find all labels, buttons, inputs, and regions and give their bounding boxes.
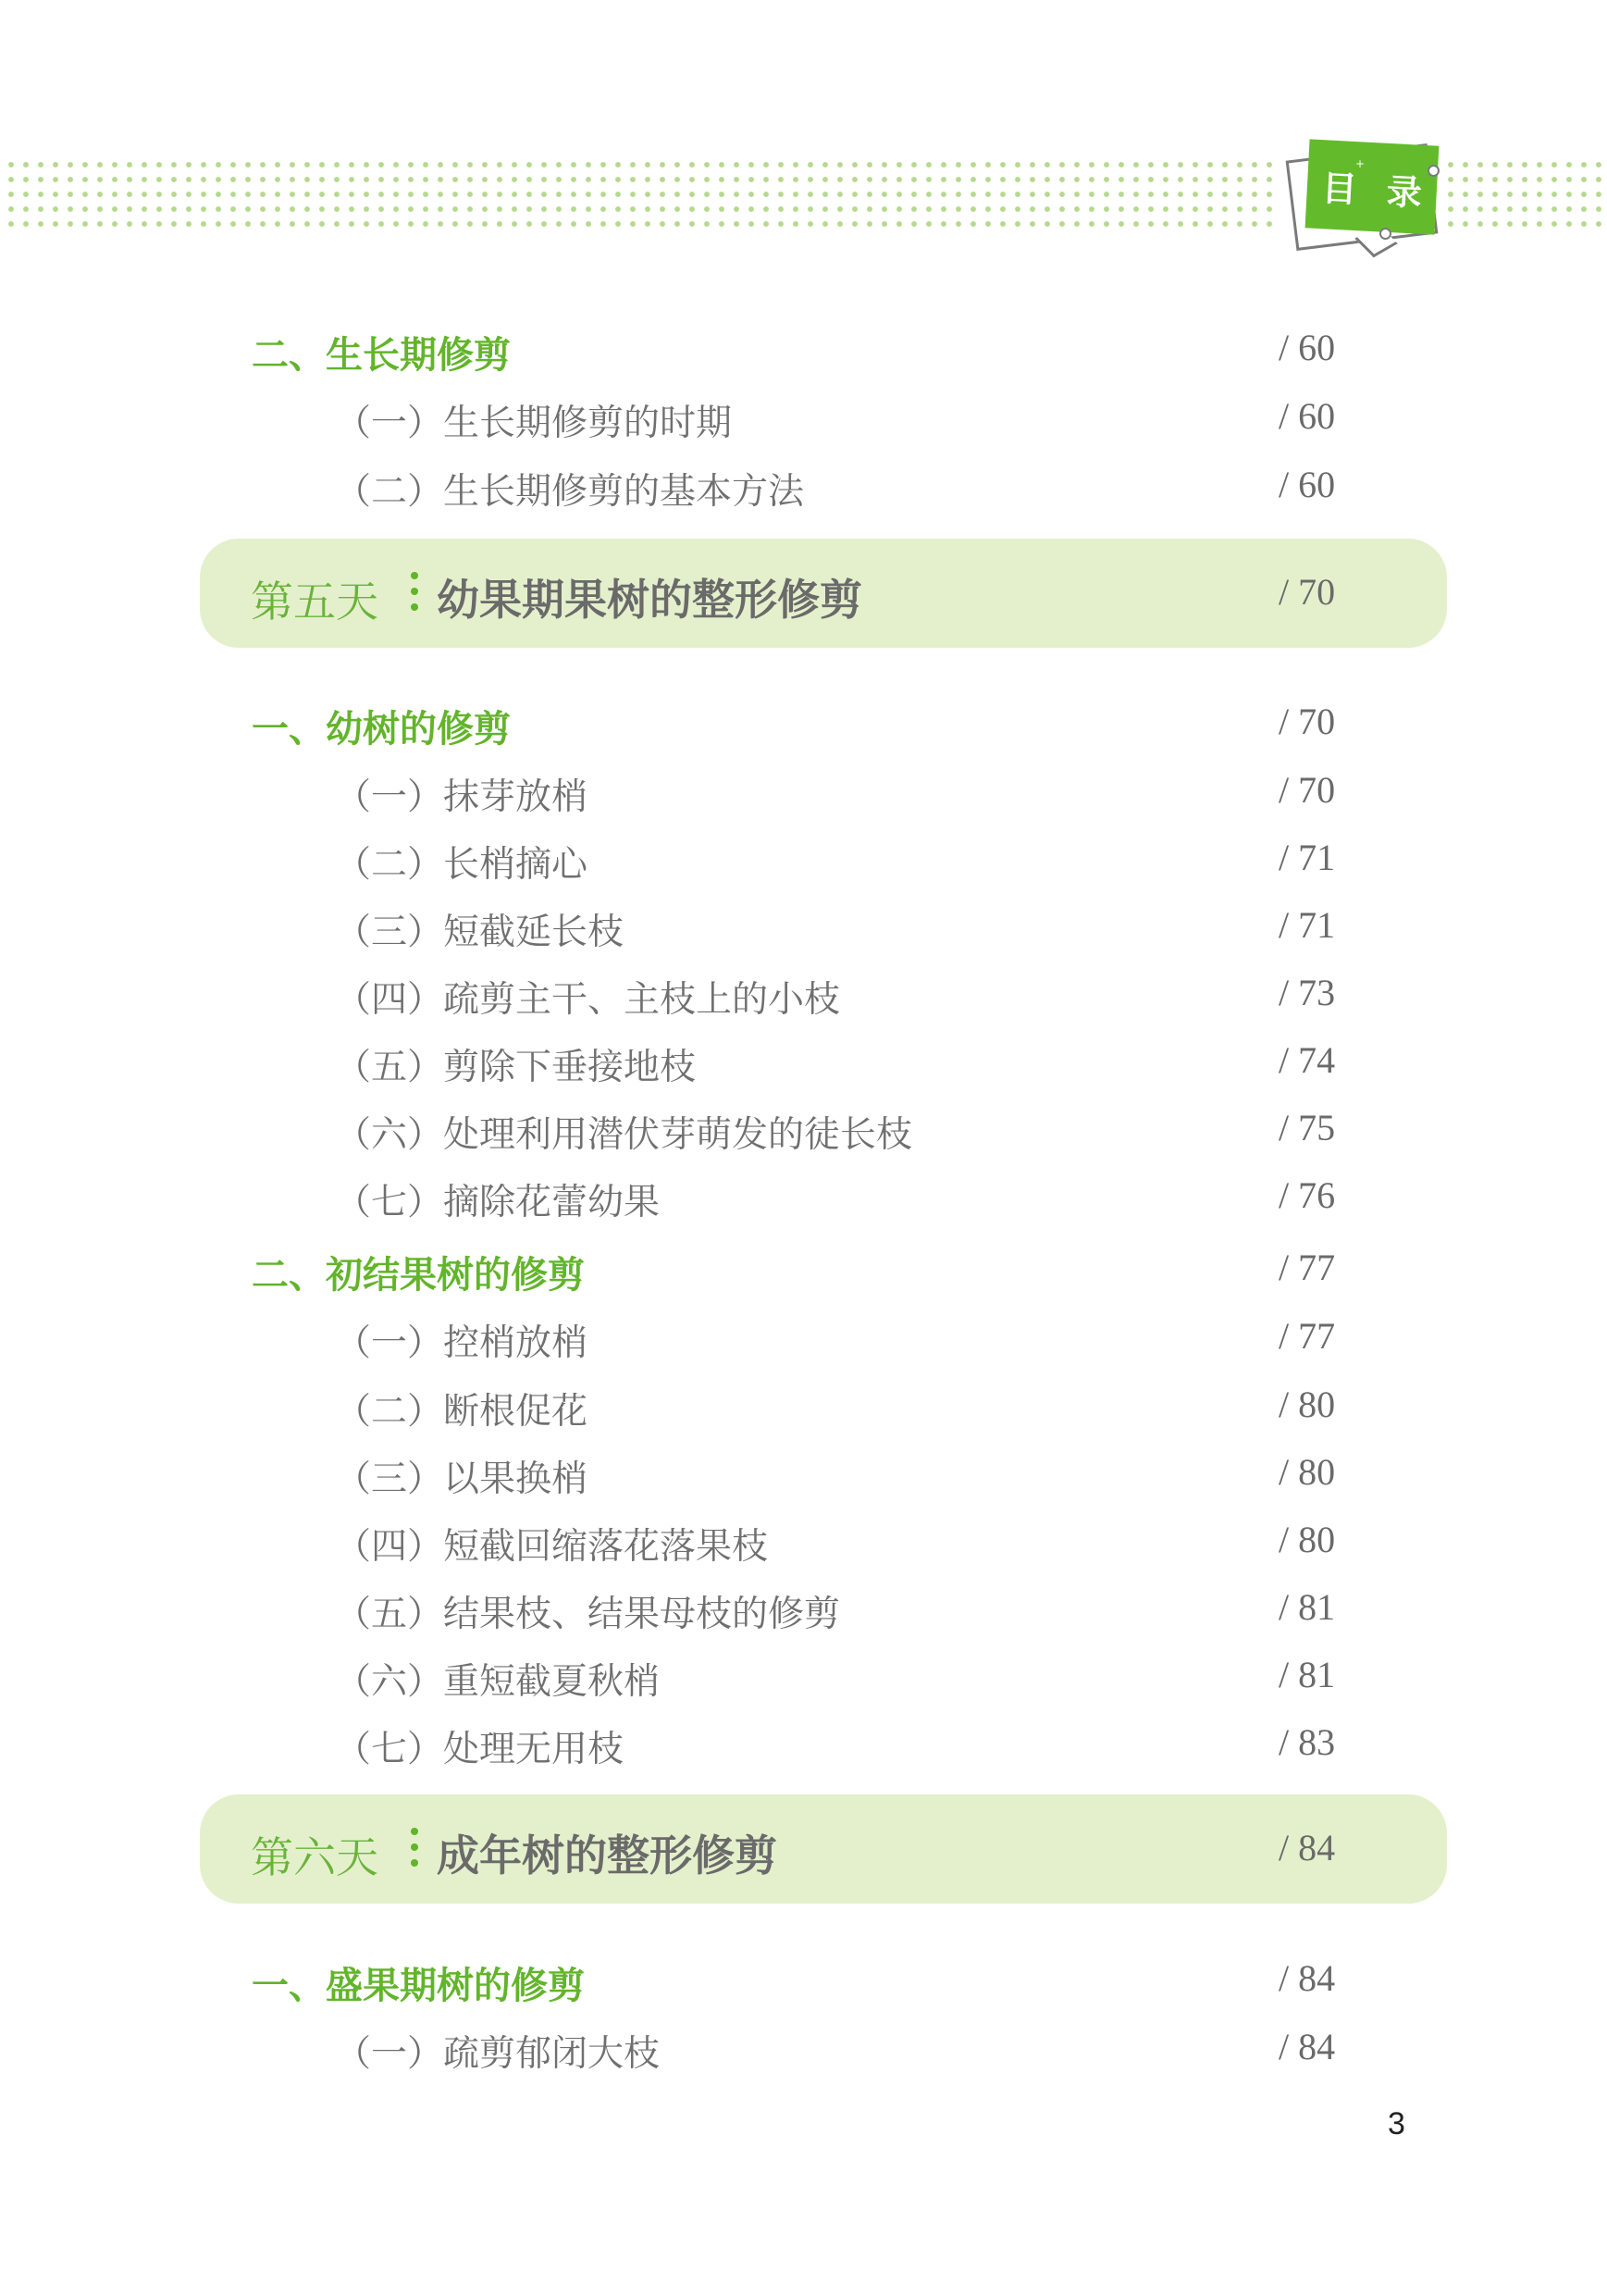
toc-entry-page: / 74	[1279, 1039, 1336, 1081]
toc-entry-title: （一）控梢放梢	[335, 1322, 588, 1364]
toc-entry-title: （二）断根促花	[335, 1391, 588, 1433]
toc-entry-title: （七）处理无用枝	[335, 1729, 624, 1770]
toc-entry-title: （三）以果换梢	[335, 1458, 588, 1500]
toc-entry-page: / 60	[1279, 327, 1336, 368]
toc-subsection-entry	[0, 1450, 1607, 1506]
toc-entry-page: / 60	[1279, 395, 1336, 437]
toc-entry-title: （七）摘除花蕾幼果	[335, 1182, 661, 1223]
toc-entry-page: / 71	[1279, 904, 1336, 946]
badge-char-left: 目	[1320, 167, 1359, 210]
toc-subsection-entry	[0, 463, 1607, 518]
toc-entry-page: / 77	[1279, 1315, 1336, 1357]
toc-badge	[1291, 131, 1450, 261]
toc-entry-page: / 60	[1279, 464, 1336, 505]
chapter-heading	[200, 1794, 1447, 1904]
toc-subsection-entry	[0, 1585, 1607, 1641]
chapter-title: 成年树的整形修剪	[437, 1831, 777, 1880]
toc-entry-page: / 83	[1279, 1721, 1336, 1763]
toc-entry-page: / 70	[1279, 701, 1336, 742]
toc-entry-title: 二、生长期修剪	[252, 334, 511, 377]
chapter-page-number: / 84	[1279, 1827, 1336, 1868]
toc-entry-title: 一、幼树的修剪	[252, 708, 511, 751]
chapter-heading	[200, 539, 1447, 648]
toc-entry-title: （六）处理利用潜伏芽萌发的徒长枝	[335, 1114, 913, 1156]
toc-subsection-entry	[0, 971, 1607, 1026]
header-dot-band-left	[0, 155, 1277, 231]
chapter-label: 第六天	[251, 1832, 378, 1882]
chapter-label: 第五天	[251, 577, 378, 627]
toc-subsection-entry	[0, 2025, 1607, 2080]
toc-entry-page: / 77	[1279, 1247, 1336, 1288]
toc-section-entry	[0, 326, 1607, 381]
toc-section-entry	[0, 700, 1607, 755]
chapter-separator-dots	[411, 1828, 420, 1874]
chapter-separator-dots	[411, 572, 420, 618]
toc-entry-page: / 75	[1279, 1107, 1336, 1148]
toc-section-entry	[0, 1246, 1607, 1301]
toc-subsection-entry	[0, 1518, 1607, 1573]
toc-subsection-entry	[0, 1720, 1607, 1776]
toc-subsection-entry	[0, 1038, 1607, 1094]
toc-subsection-entry	[0, 1106, 1607, 1161]
toc-entry-title: 一、盛果期树的修剪	[252, 1965, 585, 2007]
toc-entry-page: / 76	[1279, 1174, 1336, 1216]
toc-entry-page: / 71	[1279, 837, 1336, 878]
toc-entry-page: / 70	[1279, 769, 1336, 811]
toc-entry-title: （五）剪除下垂接地枝	[335, 1047, 697, 1088]
badge-sparkle-icon: +	[1355, 157, 1366, 170]
badge-ring-bottom	[1379, 228, 1391, 240]
toc-entry-page: / 81	[1279, 1654, 1336, 1695]
toc-subsection-entry	[0, 768, 1607, 824]
toc-entry-title: （二）长梢摘心	[335, 844, 588, 886]
toc-subsection-entry	[0, 1383, 1607, 1438]
toc-entry-page: / 80	[1279, 1451, 1336, 1493]
toc-entry-page: / 81	[1279, 1586, 1336, 1628]
header-dot-band-right	[1440, 155, 1607, 231]
chapter-page-number: / 70	[1279, 571, 1336, 613]
toc-subsection-entry	[0, 1173, 1607, 1229]
toc-subsection-entry	[0, 1314, 1607, 1370]
toc-entry-title: （一）生长期修剪的时期	[335, 403, 733, 444]
toc-entry-page: / 80	[1279, 1519, 1336, 1560]
toc-subsection-entry	[0, 836, 1607, 891]
toc-entry-title: （五）结果枝、结果母枝的修剪	[335, 1594, 841, 1635]
toc-entry-title: 二、初结果树的修剪	[252, 1254, 585, 1297]
toc-entry-page: / 80	[1279, 1384, 1336, 1425]
toc-subsection-entry	[0, 1653, 1607, 1708]
toc-entry-title: （六）重短截夏秋梢	[335, 1661, 661, 1703]
toc-entry-title: （二）生长期修剪的基本方法	[335, 471, 805, 513]
toc-entry-title: （三）短截延长枝	[335, 912, 624, 953]
toc-entry-page: / 84	[1279, 1957, 1336, 1999]
badge-ring-top	[1428, 165, 1440, 177]
toc-entry-page: / 73	[1279, 972, 1336, 1013]
badge-char-right: 录	[1385, 170, 1423, 214]
page-number: 3	[1388, 2106, 1405, 2141]
toc-subsection-entry	[0, 394, 1607, 450]
toc-entry-title: （四）短截回缩落花落果枝	[335, 1526, 769, 1568]
toc-entry-title: （四）疏剪主干、主枝上的小枝	[335, 979, 841, 1021]
toc-subsection-entry	[0, 903, 1607, 959]
chapter-title: 幼果期果树的整形修剪	[437, 575, 862, 625]
toc-entry-title: （一）抹芽放梢	[335, 776, 588, 818]
toc-entry-page: / 84	[1279, 2026, 1336, 2067]
toc-entry-title: （一）疏剪郁闭大枝	[335, 2033, 661, 2075]
toc-section-entry	[0, 1956, 1607, 2012]
badge-box	[1305, 139, 1440, 234]
